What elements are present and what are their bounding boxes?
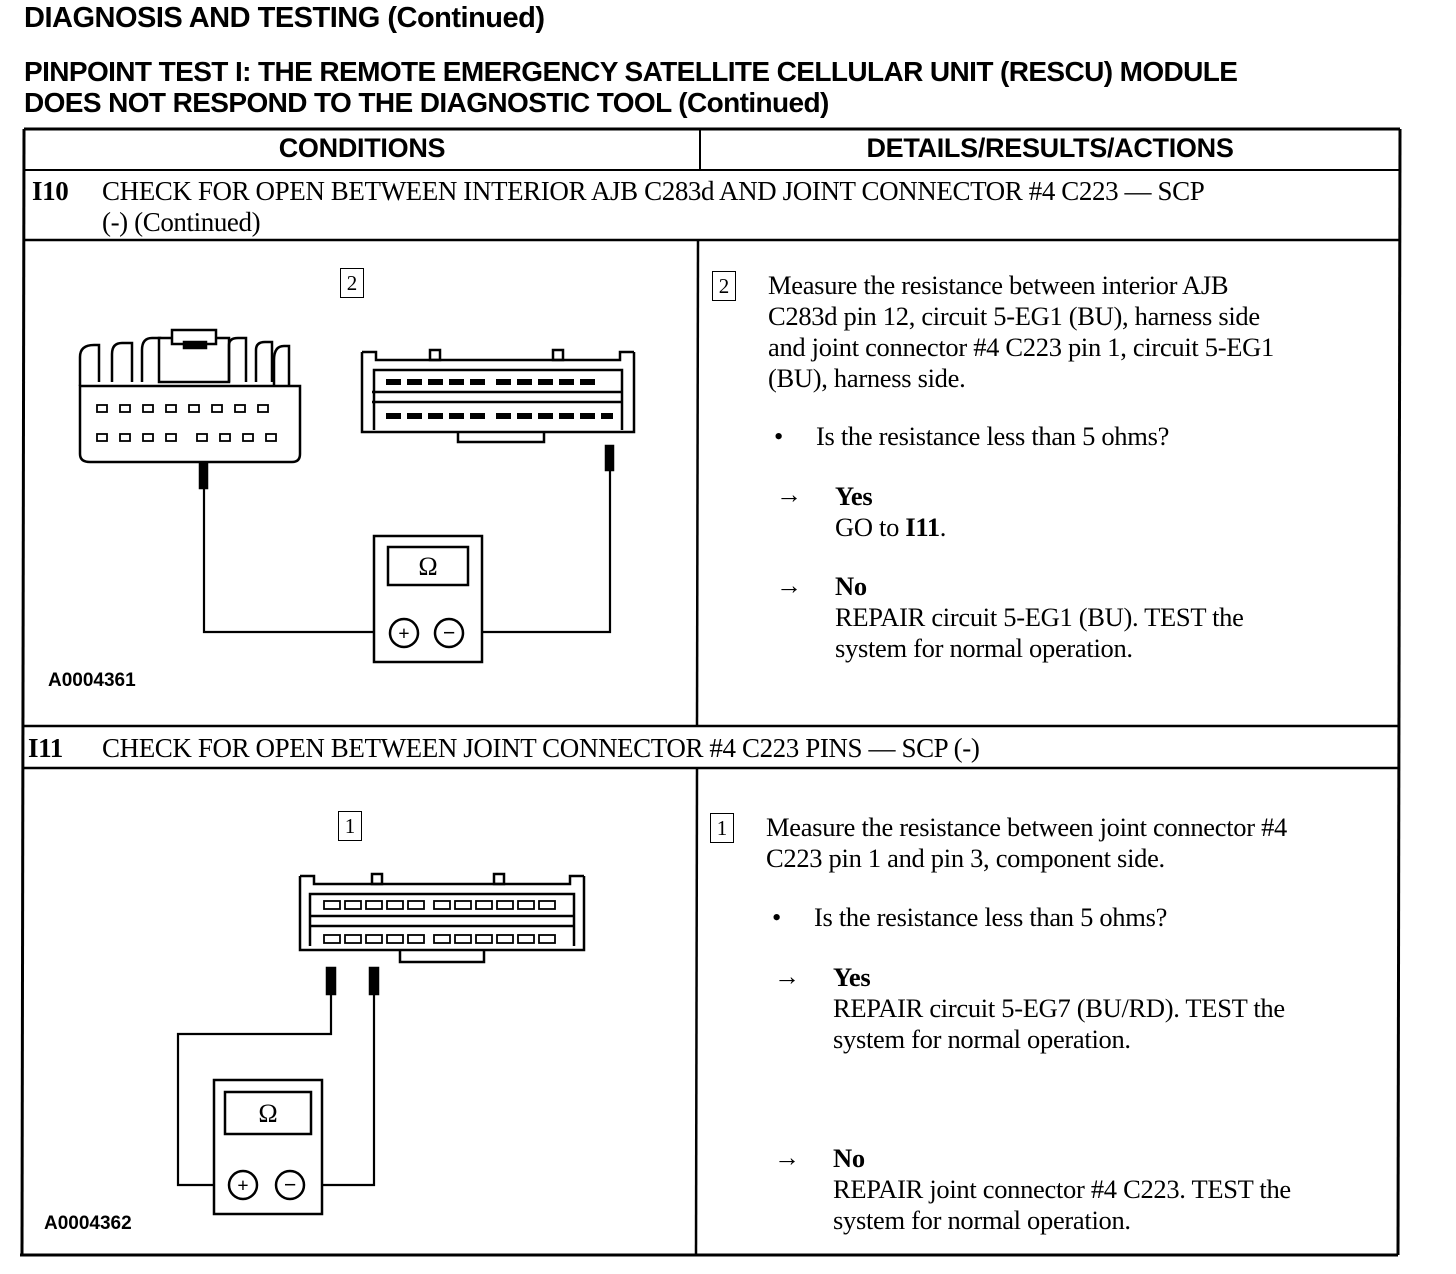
bullet-icon: • — [772, 902, 781, 932]
details-header: DETAILS/RESULTS/ACTIONS — [866, 133, 1234, 163]
yes-action-suffix: . — [939, 512, 947, 542]
yes-action-prefix: GO to — [835, 512, 906, 542]
meter-minus-terminal: − — [442, 620, 456, 645]
detail-step-number: 1 — [710, 813, 734, 843]
meter-minus-terminal: − — [283, 1172, 297, 1197]
figure-id: A0004362 — [44, 1213, 132, 1234]
meter-plus-terminal: + — [398, 623, 410, 645]
test-title-line-2: DOES NOT RESPOND TO THE DIAGNOSTIC TOOL (Continued) — [24, 87, 829, 118]
bullet-icon: • — [774, 421, 783, 451]
yes-action-line: system for normal operation. — [833, 1024, 1131, 1054]
instruction-line: Measure the resistance between joint connector #4 — [766, 812, 1287, 842]
instruction-line: and joint connector #4 C223 pin 1, circuit 5-EG1 — [768, 332, 1274, 362]
joint-connector-icon — [362, 350, 634, 442]
instruction-line: (BU), harness side. — [768, 363, 966, 393]
i10-wiring-figure — [24, 242, 698, 724]
instruction-line: C223 pin 1 and pin 3, component side. — [766, 843, 1165, 873]
ohm-symbol: Ω — [418, 552, 438, 581]
figure-step-number: 2 — [340, 268, 364, 298]
yes-label: Yes — [835, 481, 873, 511]
no-action-line: system for normal operation. — [835, 633, 1133, 663]
step-title-line-1: CHECK FOR OPEN BETWEEN INTERIOR AJB C283d AND JOINT CONNECTOR #4 C223 — SCP — [102, 176, 1205, 206]
goto-step-link[interactable]: I11 — [905, 512, 940, 542]
i11-yes-result — [833, 962, 1285, 1055]
ohm-symbol: Ω — [258, 1099, 278, 1128]
step-id: I10 — [32, 176, 69, 206]
step-i10-title — [32, 176, 1392, 238]
no-label: No — [833, 1143, 865, 1173]
yes-action-line: REPAIR circuit 5-EG7 (BU/RD). TEST the — [833, 993, 1285, 1023]
i11-question: Is the resistance less than 5 ohms? — [814, 902, 1168, 932]
no-action-line: system for normal operation. — [833, 1205, 1131, 1235]
instruction-line: C283d pin 12, circuit 5-EG1 (BU), harness side — [768, 301, 1260, 331]
no-action-line: REPAIR circuit 5-EG1 (BU). TEST the — [835, 602, 1244, 632]
i11-wiring-figure — [22, 770, 696, 1254]
figure-step-number: 1 — [338, 811, 362, 841]
arrow-icon: → — [774, 1143, 800, 1172]
arrow-icon: → — [774, 962, 800, 991]
figure-id: A0004361 — [48, 670, 136, 691]
detail-step-number: 2 — [712, 271, 736, 301]
instruction-line: Measure the resistance between interior AJB — [768, 270, 1229, 300]
step-i11-title — [28, 733, 1388, 764]
step-title-line-1: CHECK FOR OPEN BETWEEN JOINT CONNECTOR #4 C223 PINS — SCP (-) — [102, 733, 980, 763]
joint-connector-icon — [300, 874, 584, 962]
test-title-line-1: PINPOINT TEST I: THE REMOTE EMERGENCY SATELLITE CELLULAR UNIT (RESCU) MODULE — [24, 56, 1238, 87]
i10-question: Is the resistance less than 5 ohms? — [816, 421, 1170, 451]
meter-plus-terminal: + — [237, 1175, 249, 1197]
step-title-line-2: (-) (Continued) — [102, 207, 261, 237]
no-label: No — [835, 571, 867, 601]
arrow-icon: → — [776, 571, 802, 600]
ajb-connector-icon — [80, 330, 300, 462]
page-title: DIAGNOSIS AND TESTING (Continued) — [24, 2, 545, 34]
i11-no-result — [833, 1143, 1291, 1236]
arrow-icon: → — [776, 480, 802, 509]
conditions-header: CONDITIONS — [278, 133, 446, 163]
yes-label: Yes — [833, 962, 871, 992]
yes-action — [835, 512, 946, 543]
step-id: I11 — [28, 733, 63, 763]
i10-instruction — [768, 270, 1388, 394]
i10-yes-result — [835, 481, 946, 543]
i10-no-result — [835, 571, 1244, 664]
no-action-line: REPAIR joint connector #4 C223. TEST the — [833, 1174, 1291, 1204]
i11-instruction — [766, 812, 1391, 874]
